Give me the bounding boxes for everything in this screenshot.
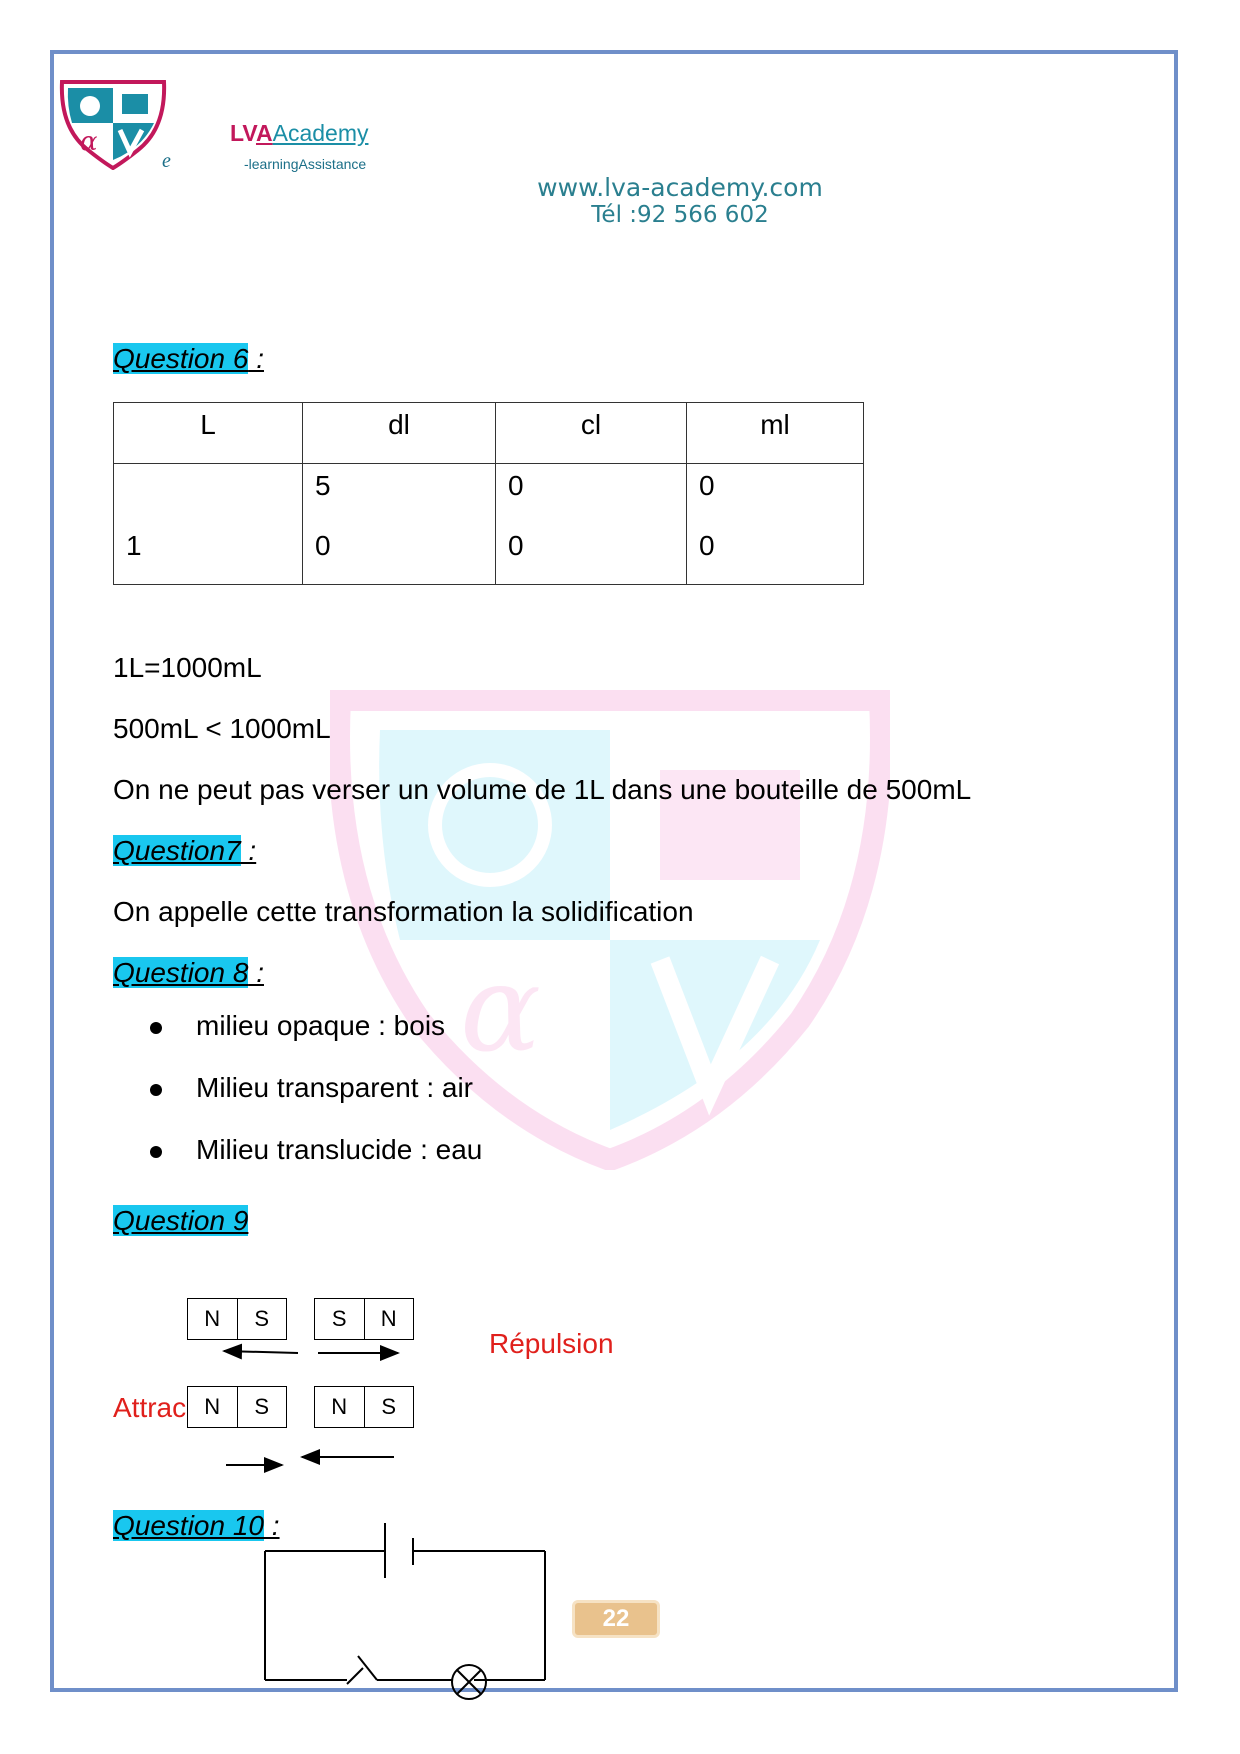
magnet bbox=[314, 1298, 414, 1340]
question-10-suffix: : bbox=[264, 1510, 280, 1541]
cell-value: 5 bbox=[315, 470, 331, 501]
phone-number: Tél :92 566 602 bbox=[591, 202, 769, 228]
table-header-cell: cl bbox=[496, 403, 687, 464]
magnet-pole: N bbox=[188, 1299, 238, 1339]
logo-e-mark: e bbox=[162, 150, 171, 172]
table-cell bbox=[303, 464, 496, 585]
table-cell bbox=[496, 464, 687, 585]
question-9-heading bbox=[113, 1205, 248, 1237]
question-10-label: Question 10 bbox=[113, 1510, 264, 1541]
table-cell bbox=[114, 464, 303, 585]
magnet-pole: S bbox=[315, 1299, 365, 1339]
electric-circuit-diagram bbox=[255, 1508, 555, 1702]
cell-value: 0 bbox=[508, 530, 524, 561]
svg-text:α: α bbox=[460, 940, 542, 1079]
answer-line: 500mL < 1000mL bbox=[113, 713, 331, 744]
magnet-pole: N bbox=[315, 1387, 365, 1427]
table-header-row bbox=[114, 403, 864, 464]
bullet-icon bbox=[150, 1146, 162, 1158]
cell-value: 0 bbox=[699, 530, 715, 561]
brand-academy: Academy bbox=[272, 120, 369, 146]
magnet-pole: S bbox=[254, 1306, 270, 1331]
svg-text:α: α bbox=[80, 127, 98, 157]
question-7-label: Question7 bbox=[113, 835, 241, 866]
list-item-text: Milieu transparent : air bbox=[196, 1072, 474, 1103]
brand-lv: LV bbox=[230, 120, 256, 146]
bullet-icon bbox=[150, 1084, 162, 1096]
question-8-suffix: : bbox=[248, 957, 264, 988]
magnet-pole: S bbox=[254, 1394, 270, 1419]
answer-line: On ne peut pas verser un volume de 1L dans une bouteille de 500mL bbox=[113, 774, 972, 805]
list-item-text: milieu opaque : bois bbox=[196, 1010, 446, 1041]
question-8-heading bbox=[113, 957, 264, 989]
table-header-cell: dl bbox=[303, 403, 496, 464]
question-6-suffix: : bbox=[248, 343, 264, 374]
magnet bbox=[187, 1386, 287, 1428]
magnet bbox=[314, 1386, 414, 1428]
page-number-badge: 22 bbox=[572, 1600, 660, 1638]
brand-tagline: -learningAssistance bbox=[244, 156, 367, 172]
cell-value: 0 bbox=[508, 470, 524, 501]
brand-a: A bbox=[255, 120, 273, 146]
table-header-cell: L bbox=[114, 403, 303, 464]
question-7-suffix: : bbox=[240, 835, 257, 866]
academy-shield-logo-icon bbox=[58, 78, 168, 170]
magnet-pole: S bbox=[381, 1394, 397, 1419]
bullet-icon bbox=[150, 1022, 162, 1034]
table-header-cell: ml bbox=[687, 403, 864, 464]
repulsion-label: Répulsion bbox=[489, 1328, 614, 1359]
question-6-label: Question 6 bbox=[113, 343, 249, 374]
answer-line: On appelle cette transformation la solidification bbox=[113, 896, 694, 927]
list-item-text: Milieu translucide : eau bbox=[196, 1134, 483, 1165]
attraction-label: Attrac bbox=[113, 1392, 187, 1423]
medium-list bbox=[150, 1010, 482, 1196]
brand-name bbox=[230, 120, 368, 147]
table-row bbox=[114, 464, 864, 585]
question-6-heading bbox=[113, 343, 264, 375]
switch-icon bbox=[358, 1656, 377, 1680]
magnet bbox=[187, 1298, 287, 1340]
list-item bbox=[150, 1134, 482, 1196]
list-item bbox=[150, 1010, 482, 1072]
magnet-pole: N bbox=[188, 1387, 238, 1427]
volume-conversion-table bbox=[113, 402, 864, 585]
question-7-heading bbox=[113, 835, 256, 867]
website-link[interactable]: www.lva-academy.com bbox=[537, 173, 823, 202]
magnet-pole: N bbox=[380, 1306, 397, 1331]
answer-line: 1L=1000mL bbox=[113, 652, 262, 683]
list-item bbox=[150, 1072, 482, 1134]
cell-value: 0 bbox=[315, 530, 331, 561]
cell-value: 0 bbox=[699, 470, 715, 501]
question-9-label: Question 9 bbox=[113, 1205, 249, 1236]
table-cell bbox=[687, 464, 864, 585]
cell-value: 1 bbox=[126, 530, 142, 561]
question-8-label: Question 8 bbox=[113, 957, 249, 988]
